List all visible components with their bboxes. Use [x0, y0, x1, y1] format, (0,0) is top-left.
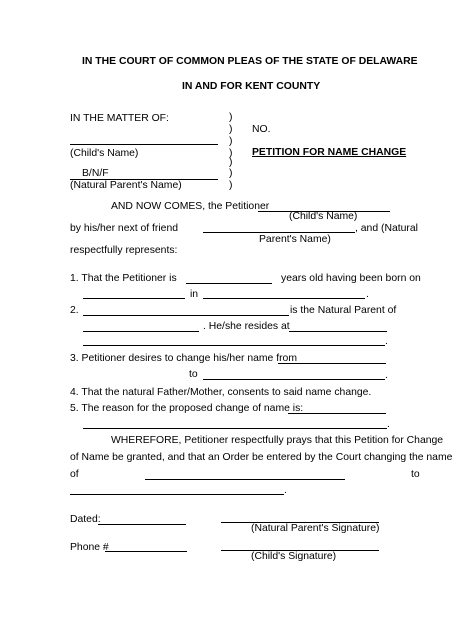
- next-friend-name-blank[interactable]: [203, 232, 355, 233]
- current-name-blank[interactable]: [278, 363, 386, 364]
- item-1-end: .: [366, 289, 369, 300]
- item-3-text: 3. Petitioner desires to change his/her name from: [70, 353, 297, 364]
- dated-label: Dated:: [70, 514, 101, 525]
- caption-paren: ): [229, 157, 233, 168]
- natural-parents-name-label: (Natural Parent's Name): [70, 180, 182, 191]
- wherefore-to-text: to: [411, 469, 420, 480]
- reason-line-2-blank[interactable]: [83, 428, 387, 429]
- item-5-end: .: [387, 419, 390, 430]
- birth-date-blank[interactable]: [83, 298, 185, 299]
- and-now-comes-text: AND NOW COMES, the Petitioner: [111, 201, 270, 212]
- phone-label: Phone #: [70, 542, 109, 553]
- parents-name-sublabel: Parent's Name): [259, 234, 331, 245]
- item-3-to-text: to: [189, 369, 198, 380]
- natural-parent-name-blank[interactable]: [83, 315, 289, 316]
- child-of-parent-blank[interactable]: [83, 331, 199, 332]
- childs-name-blank[interactable]: [70, 144, 218, 145]
- new-name-blank[interactable]: [203, 379, 385, 380]
- phone-blank[interactable]: [105, 551, 187, 552]
- wherefore-line-1: WHEREFORE, Petitioner respectfully prays that this Petition for Change: [111, 435, 444, 446]
- item-2-end: .: [385, 336, 388, 347]
- and-natural-text: , and (Natural: [355, 223, 418, 234]
- item-2-number: 2.: [70, 305, 79, 316]
- from-name-blank[interactable]: [145, 479, 345, 480]
- caption-paren: ): [229, 168, 233, 179]
- wherefore-end: .: [284, 485, 287, 496]
- item-5-text: 5. The reason for the proposed change of name is:: [70, 403, 304, 414]
- petition-title: PETITION FOR NAME CHANGE: [252, 147, 407, 158]
- case-no-label: NO.: [252, 124, 271, 135]
- item-3-end: .: [385, 370, 388, 381]
- caption-paren: ): [229, 136, 233, 147]
- court-title: IN THE COURT OF COMMON PLEAS OF THE STATE OF DELAWARE: [82, 56, 418, 67]
- next-of-friend-text: by his/her next of friend: [70, 223, 179, 234]
- birth-place-blank[interactable]: [203, 298, 365, 299]
- item-2-natural-parent-text: is the Natural Parent of: [290, 305, 397, 316]
- caption-paren: ): [229, 112, 233, 123]
- address-line-1-blank[interactable]: [289, 331, 387, 332]
- childs-name-sublabel: (Child's Name): [289, 211, 358, 222]
- bnf-label: B/N/F: [82, 168, 109, 179]
- item-1-years-text: years old having been born on: [281, 273, 421, 284]
- item-1-in-text: in: [190, 289, 199, 300]
- item-4-text: 4. That the natural Father/Mother, consents to said name change.: [70, 387, 372, 398]
- caption-paren: ): [229, 148, 233, 159]
- in-the-matter-of-label: IN THE MATTER OF:: [70, 113, 169, 124]
- parent-signature-label: (Natural Parent's Signature): [251, 523, 380, 534]
- item-2-resides-text: . He/she resides at: [203, 321, 290, 332]
- county-title: IN AND FOR KENT COUNTY: [182, 81, 321, 92]
- reason-line-1-blank[interactable]: [288, 413, 386, 414]
- to-name-blank[interactable]: [70, 494, 284, 495]
- child-signature-label: (Child's Signature): [251, 551, 337, 562]
- date-blank[interactable]: [98, 524, 186, 525]
- caption-paren: ): [229, 124, 233, 135]
- item-1-text: 1. That the Petitioner is: [70, 273, 177, 284]
- wherefore-of-text: of: [70, 469, 79, 480]
- childs-name-label: (Child's Name): [70, 148, 139, 159]
- address-line-2-blank[interactable]: [83, 345, 385, 346]
- wherefore-line-2: of Name be granted, and that an Order be entered by the Court changing the name: [70, 452, 453, 463]
- caption-paren: ): [229, 180, 233, 191]
- age-blank[interactable]: [186, 283, 272, 284]
- respectfully-represents-text: respectfully represents:: [70, 245, 178, 256]
